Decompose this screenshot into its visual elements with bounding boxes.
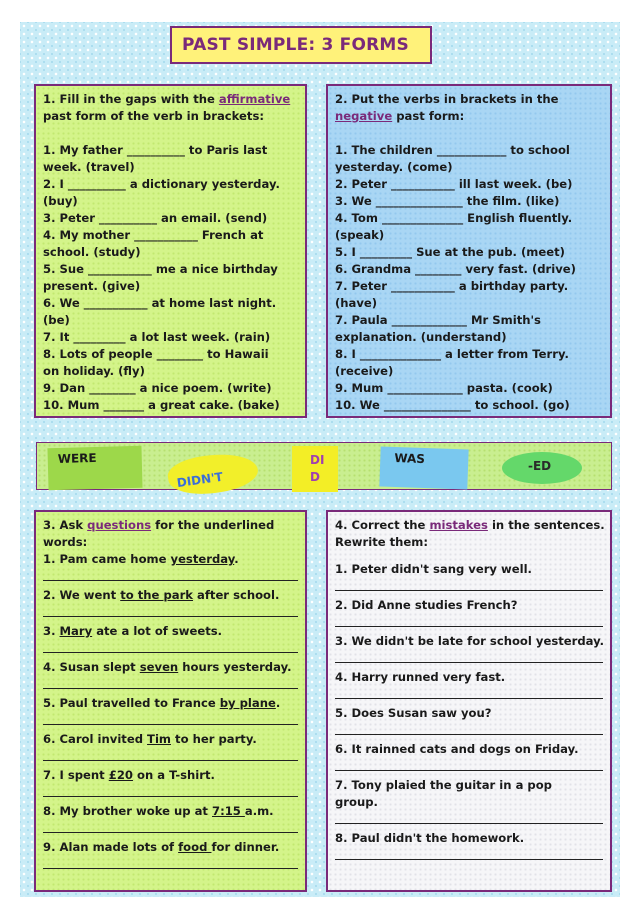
answer-line[interactable] xyxy=(43,606,298,617)
answer-line[interactable] xyxy=(335,849,603,860)
exercise-3-question: 8. My brother woke up at 7:15 a.m. xyxy=(43,804,274,818)
answer-line[interactable] xyxy=(335,652,603,663)
answer-line[interactable] xyxy=(43,642,298,653)
exercise-3-question: 7. I spent £20 on a T-shirt. xyxy=(43,768,215,782)
exercise-1-line: 1. My father __________ to Paris last xyxy=(43,143,268,157)
exercise-2-line: 5. I _________ Sue at the pub. (meet) xyxy=(335,245,565,259)
exercise-1-heading: 1. Fill in the gaps with the affirmative xyxy=(43,92,291,106)
exercise-2-box: 2. Put the verbs in brackets in the negative past form: 1. The children ____________ to school yesterday. (come) 2. Peter ___________ ill last week. (be) 3. We _______________ the film. (like) 4. Tom ______________ English fluently. (speak) 5. I _________ Sue at the pub. (meet) 6. Grandma ________ very fast. (drive) 7. Peter ___________ a birthday party. (have) 7. Paula _____________ Mr Smith's explanation. (understand) 8. I ______________ a letter from Terry. (receive) 9. Mum _____________ pasta. (cook) 10. We _______________ to school. (go) xyxy=(326,84,612,418)
exercise-3-question: 6. Carol invited Tim to her party. xyxy=(43,732,257,746)
exercise-3-items xyxy=(43,551,298,869)
exercise-2-line: 7. Paula _____________ Mr Smith's xyxy=(335,313,541,327)
underlined-word: seven xyxy=(139,660,179,674)
exercise-4-box: 4. Correct the mistakes in the sentences. Rewrite them: 1. Peter didn't sang very well. 2. Did Anne studies French? 3. We didn't be late for school yesterday. 4. Harry runned very fast. 5. Does Susan saw you? 6. It rainned cats and dogs on Friday. 7. Tony plaied the guitar in a pop group. 8. Paul didn't the homework. xyxy=(326,510,612,892)
exercise-1-line: 9. Dan ________ a nice poem. (write) xyxy=(43,381,272,395)
exercise-1-line: 10. Mum _______ a great cake. (bake) xyxy=(43,398,280,412)
exercise-2-line: yesterday. (come) xyxy=(335,160,453,174)
exercise-2-line: 3. We _______________ the film. (like) xyxy=(335,194,560,208)
exercise-3-question: 3. Mary ate a lot of sweets. xyxy=(43,624,223,638)
answer-line[interactable] xyxy=(43,570,298,581)
keyword-questions: questions xyxy=(87,518,152,532)
exercise-4-sentence: 6. It rainned cats and dogs on Friday. xyxy=(335,742,579,756)
exercise-2-line: (have) xyxy=(335,296,378,310)
exercise-4-sentence: 2. Did Anne studies French? xyxy=(335,598,518,612)
exercise-3-question: 9. Alan made lots of food for dinner. xyxy=(43,840,280,854)
exercise-3-box: 3. Ask questions for the underlined words: 1. Pam came home yesterday. 2. We went to the park after school. 3. Mary ate a lot of sweets. 4. Susan slept seven hours yesterday. 5. Paul travelled to France by plane. 6. Carol invited Tim to her party. 7. I spent £20 on a T-shirt. 8. My brother woke up at 7:15 a.m. 9. Alan made lots of food for dinner. xyxy=(34,510,307,892)
exercise-2-line: explanation. (understand) xyxy=(335,330,507,344)
exercise-4-sentence: 1. Peter didn't sang very well. xyxy=(335,562,532,576)
exercise-1-line: 3. Peter __________ an email. (send) xyxy=(43,211,268,225)
exercise-4-sentence: 5. Does Susan saw you? xyxy=(335,706,492,720)
exercise-4-sentence: 8. Paul didn't the homework. xyxy=(335,831,525,845)
keyword-mistakes: mistakes xyxy=(429,518,488,532)
exercise-1-line: 8. Lots of people ________ to Hawaii xyxy=(43,347,269,361)
exercise-2-line: 4. Tom ______________ English fluently. xyxy=(335,211,573,225)
exercise-3-heading: 3. Ask questions for the underlined xyxy=(43,518,275,532)
chip-were: WERE xyxy=(47,446,142,490)
exercise-2-line: 1. The children ____________ to school xyxy=(335,143,570,157)
underlined-word: £20 xyxy=(108,768,133,782)
exercise-2-line: (speak) xyxy=(335,228,385,242)
keyword-negative: negative xyxy=(335,109,393,123)
exercise-2-heading: 2. Put the verbs in brackets in the xyxy=(335,92,559,106)
exercise-2-line: 2. Peter ___________ ill last week. (be) xyxy=(335,177,573,191)
exercise-1-heading-line2: past form of the verb in brackets: xyxy=(43,109,264,123)
exercise-1-line: 2. I __________ a dictionary yesterday. xyxy=(43,177,280,191)
exercise-4-sentence: 4. Harry runned very fast. xyxy=(335,670,506,684)
exercise-4-sentence: 3. We didn't be late for school yesterday. xyxy=(335,634,605,648)
exercise-4-sentence: group. xyxy=(335,795,378,809)
exercise-4-items xyxy=(335,561,603,860)
exercise-1-line: 7. It _________ a lot last week. (rain) xyxy=(43,330,271,344)
exercise-3-question: 2. We went to the park after school. xyxy=(43,588,280,602)
exercise-1-line: on holiday. (fly) xyxy=(43,364,145,378)
answer-line[interactable] xyxy=(43,714,298,725)
exercise-1-line: (be) xyxy=(43,313,70,327)
underlined-word: Mary xyxy=(59,624,93,638)
exercise-1-line: (buy) xyxy=(43,194,78,208)
answer-line[interactable] xyxy=(43,858,298,869)
exercise-3-question: 1. Pam came home yesterday. xyxy=(43,552,239,566)
answer-line[interactable] xyxy=(43,822,298,833)
underlined-word: Tim xyxy=(147,732,172,746)
answer-line[interactable] xyxy=(335,724,603,735)
answer-line[interactable] xyxy=(335,813,603,824)
exercise-1-line: week. (travel) xyxy=(43,160,135,174)
exercise-4-heading: 4. Correct the mistakes in the sentences. xyxy=(335,518,605,532)
underlined-word: to the park xyxy=(120,588,193,602)
underlined-word: food xyxy=(178,840,212,854)
exercise-2-line: 8. I ______________ a letter from Terry. xyxy=(335,347,569,361)
exercise-1-line: 6. We ___________ at home last night. xyxy=(43,296,277,310)
keyword-affirmative: affirmative xyxy=(218,92,291,106)
exercise-2-line: (receive) xyxy=(335,364,394,378)
exercise-2-line: 10. We _______________ to school. (go) xyxy=(335,398,570,412)
answer-line[interactable] xyxy=(335,688,603,699)
exercise-1-line: school. (study) xyxy=(43,245,141,259)
chip-ed: -ED xyxy=(502,452,582,484)
exercise-1-box xyxy=(34,84,307,418)
exercise-2-lines xyxy=(335,142,603,414)
exercise-2-line: 9. Mum _____________ pasta. (cook) xyxy=(335,381,553,395)
answer-line[interactable] xyxy=(43,786,298,797)
exercise-2-line: 7. Peter ___________ a birthday party. xyxy=(335,279,569,293)
exercise-1-line: 5. Sue ___________ me a nice birthday xyxy=(43,262,278,276)
page-title: PAST SIMPLE: 3 FORMS xyxy=(170,26,432,64)
underlined-word: 7:15 xyxy=(212,804,245,818)
answer-line[interactable] xyxy=(335,580,603,591)
chip-didnt: DIDN'T xyxy=(166,449,260,499)
exercise-2-line: 6. Grandma ________ very fast. (drive) xyxy=(335,262,576,276)
exercise-3-question: 5. Paul travelled to France by plane. xyxy=(43,696,281,710)
underlined-word: by plane xyxy=(219,696,276,710)
exercise-1-lines xyxy=(43,142,298,414)
answer-line[interactable] xyxy=(43,750,298,761)
answer-line[interactable] xyxy=(43,678,298,689)
exercise-3-question: 4. Susan slept seven hours yesterday. xyxy=(43,660,292,674)
chip-did: DI D xyxy=(292,446,338,492)
underlined-word: yesterday xyxy=(170,552,235,566)
chip-was: WAS xyxy=(379,446,468,489)
exercise-1-line: 4. My mother ___________ French at xyxy=(43,228,264,242)
exercise-4-sentence: 7. Tony plaied the guitar in a pop xyxy=(335,778,552,792)
answer-line[interactable] xyxy=(335,760,603,771)
exercise-1-line: present. (give) xyxy=(43,279,141,293)
answer-line[interactable] xyxy=(335,616,603,627)
